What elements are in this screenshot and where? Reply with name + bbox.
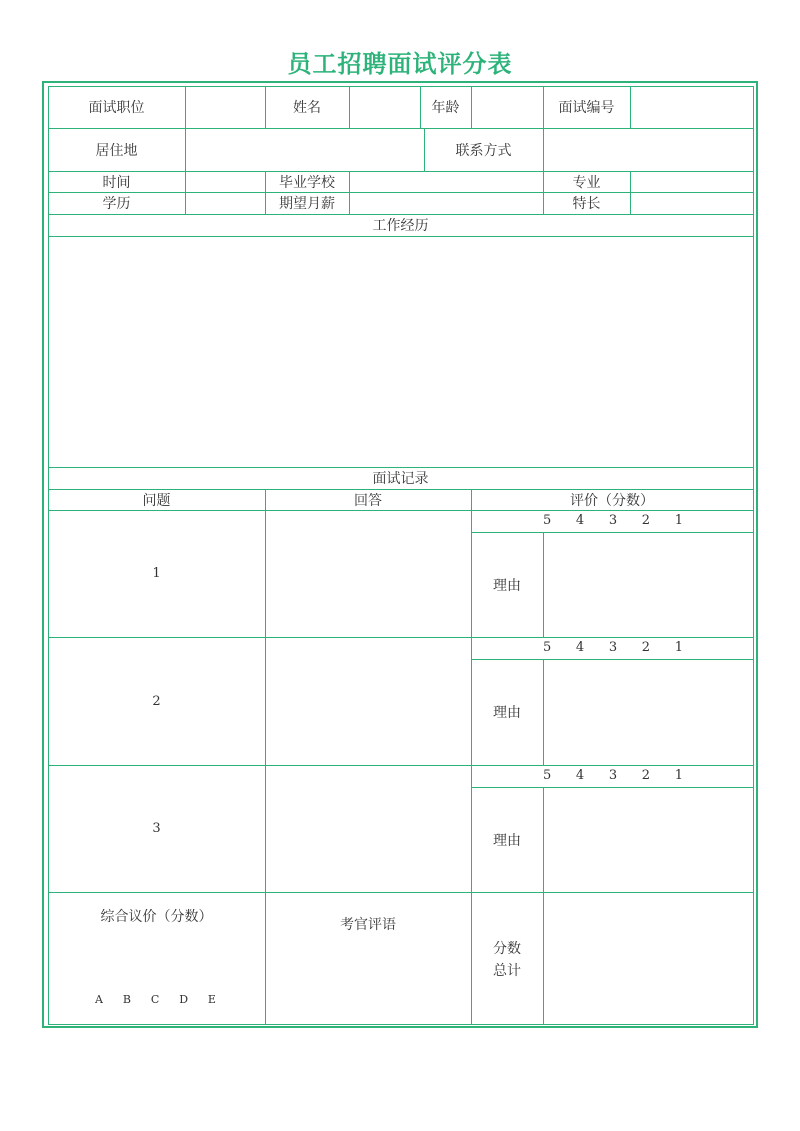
score-option[interactable]: 1 xyxy=(674,768,683,783)
score-option[interactable]: 1 xyxy=(674,513,683,528)
contact-label: 联系方式 xyxy=(455,142,512,159)
specialty-label: 特长 xyxy=(572,196,601,212)
education-label: 学历 xyxy=(102,196,131,212)
score-option[interactable]: 2 xyxy=(641,513,651,528)
score-option[interactable]: 1 xyxy=(674,640,683,655)
reason-label: 理由 xyxy=(493,832,521,849)
grade-option[interactable]: C xyxy=(150,993,160,1006)
residence-field[interactable] xyxy=(185,128,424,171)
salary-label: 期望月薪 xyxy=(279,196,335,212)
examiner-comment-field[interactable] xyxy=(265,940,471,1020)
name-field[interactable] xyxy=(349,86,420,128)
score-option[interactable]: 5 xyxy=(543,768,552,783)
answer-field[interactable] xyxy=(265,765,471,892)
reason-label: 理由 xyxy=(493,705,521,721)
work-experience-heading: 工作经历 xyxy=(372,218,429,234)
score-scale xyxy=(543,640,683,655)
score-option[interactable]: 5 xyxy=(543,513,552,528)
reason-label: 理由 xyxy=(493,577,521,594)
score-option[interactable]: 3 xyxy=(608,768,618,783)
salary-field[interactable] xyxy=(349,192,543,214)
interview-no-label: 面试编号 xyxy=(558,100,615,116)
question-number: 1 xyxy=(152,566,161,581)
grade-option[interactable]: A xyxy=(95,993,103,1006)
answer-field[interactable] xyxy=(265,510,471,637)
position-field[interactable] xyxy=(185,86,265,128)
age-field[interactable] xyxy=(471,86,543,128)
question-number: 3 xyxy=(152,821,161,836)
name-label: 姓名 xyxy=(293,100,321,116)
education-field[interactable] xyxy=(185,192,265,214)
reason-field[interactable] xyxy=(543,787,753,892)
total-score-label-line1: 分数 xyxy=(493,941,521,957)
grid-line xyxy=(753,86,754,1025)
time-field[interactable] xyxy=(185,171,265,192)
interview-no-field[interactable] xyxy=(630,86,753,128)
school-field[interactable] xyxy=(349,171,543,192)
evaluation-column-header: 评价（分数） xyxy=(570,492,654,509)
score-scale xyxy=(543,768,683,783)
overall-score-label: 综合议价（分数） xyxy=(100,909,213,925)
reason-field[interactable] xyxy=(543,659,753,765)
specialty-field[interactable] xyxy=(630,192,753,214)
score-option[interactable]: 4 xyxy=(575,640,585,655)
answer-column-header: 回答 xyxy=(354,492,382,509)
page-title: 员工招聘面试评分表 xyxy=(287,50,513,78)
major-label: 专业 xyxy=(572,174,601,191)
score-scale xyxy=(543,513,683,528)
major-field[interactable] xyxy=(630,171,753,192)
score-option[interactable]: 4 xyxy=(575,768,585,783)
answer-field[interactable] xyxy=(265,637,471,765)
score-option[interactable]: 3 xyxy=(608,640,618,655)
grade-option[interactable]: E xyxy=(207,993,216,1006)
question-column-header: 问题 xyxy=(142,492,171,509)
score-option[interactable]: 5 xyxy=(543,640,552,655)
score-option[interactable]: 2 xyxy=(641,640,651,655)
work-experience-field[interactable] xyxy=(48,236,753,467)
time-label: 时间 xyxy=(102,174,131,191)
total-score-label-line2: 总计 xyxy=(493,963,521,979)
age-label: 年龄 xyxy=(431,100,460,116)
school-label: 毕业学校 xyxy=(279,174,335,191)
grade-scale xyxy=(95,993,216,1006)
grade-option[interactable]: B xyxy=(122,993,131,1006)
grade-option[interactable]: D xyxy=(179,993,189,1006)
question-number: 2 xyxy=(152,693,161,709)
score-option[interactable]: 2 xyxy=(641,768,651,783)
total-score-field[interactable] xyxy=(543,892,753,1024)
score-option[interactable]: 3 xyxy=(608,513,618,528)
contact-field[interactable] xyxy=(543,128,753,171)
examiner-comment-label: 考官评语 xyxy=(340,917,396,933)
position-label: 面试职位 xyxy=(88,100,145,116)
score-option[interactable]: 4 xyxy=(575,513,585,528)
grid-line xyxy=(48,1024,754,1025)
interview-record-heading: 面试记录 xyxy=(372,471,429,487)
reason-field[interactable] xyxy=(543,532,753,637)
residence-label: 居住地 xyxy=(95,142,138,159)
